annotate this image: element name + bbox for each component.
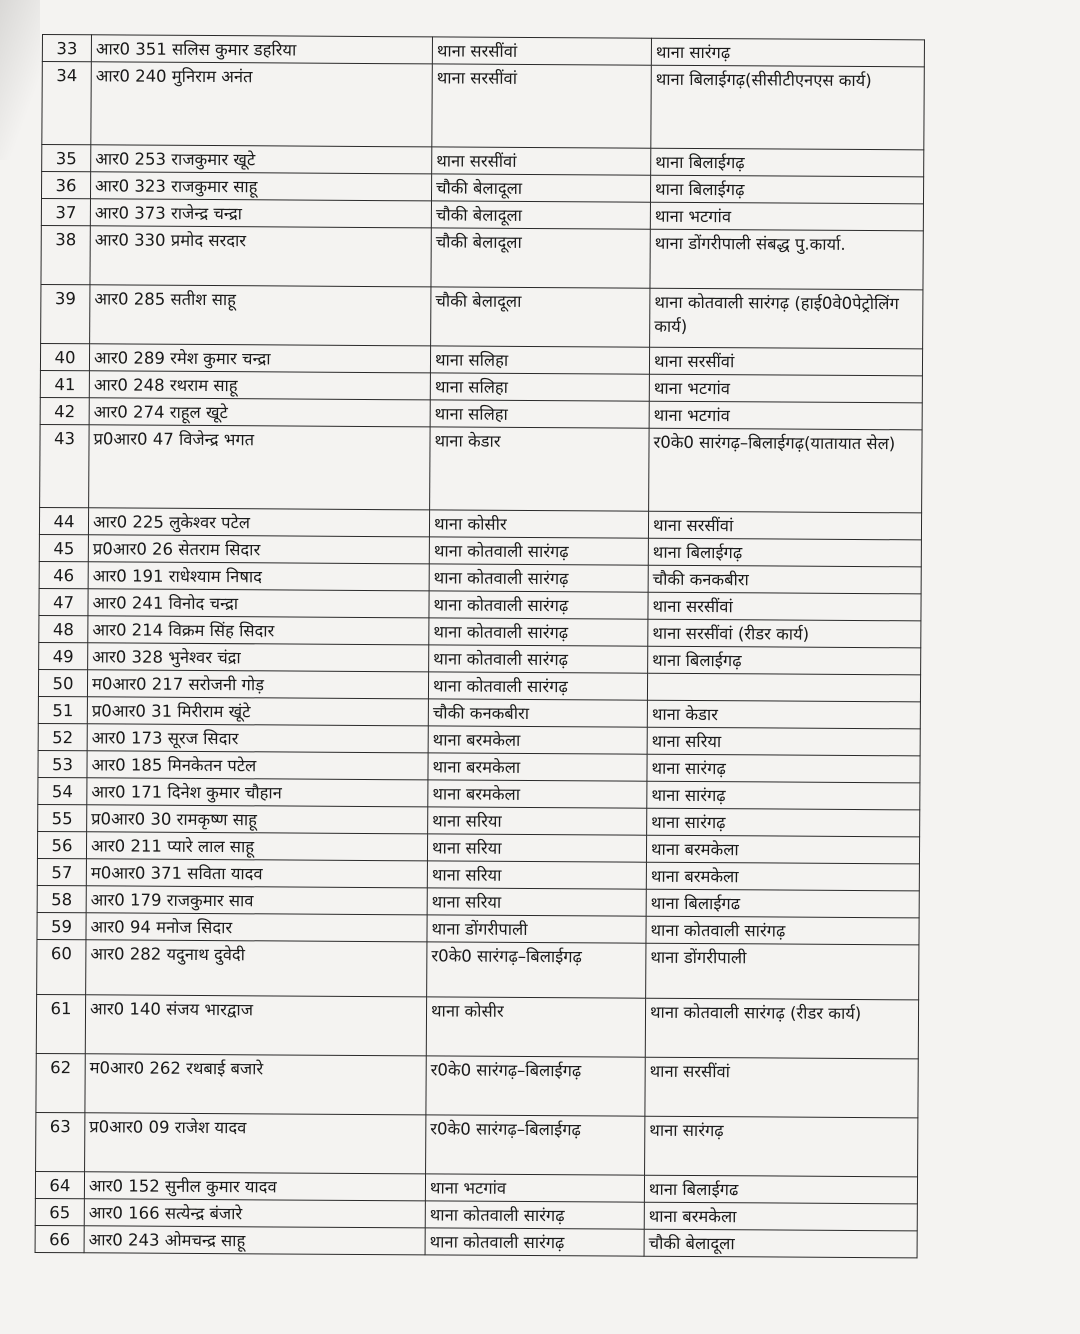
current-posting: थाना कोसीर [429, 510, 648, 538]
serial-number: 49 [39, 642, 88, 669]
serial-number: 44 [39, 507, 88, 534]
new-posting: थाना सरसींवां [648, 511, 921, 540]
employee-name: आर0 179 राजकुमार साव [86, 886, 427, 915]
current-posting: र0के0 सारंगढ़–बिलाईगढ़ [426, 1115, 645, 1175]
serial-number: 65 [35, 1198, 84, 1225]
employee-name: आर0 211 प्यारे लाल साहू [86, 832, 427, 861]
employee-name: आर0 241 विनोद चन्द्रा [88, 589, 429, 618]
current-posting: थाना बरमकेला [428, 753, 647, 781]
current-posting: चौकी बेलादूला [431, 201, 650, 229]
current-posting: थाना सलिहा [430, 346, 649, 374]
employee-name: आर0 285 सतीश साहू [90, 285, 431, 346]
employee-name: आर0 330 प्रमोद सरदार [90, 226, 431, 287]
current-posting: थाना सरिया [427, 888, 646, 916]
current-posting: चौकी कनकबीरा [428, 699, 647, 727]
serial-number: 55 [38, 804, 87, 831]
current-posting: थाना सरसींवां [432, 37, 651, 65]
table-row [41, 225, 923, 289]
serial-number: 57 [37, 858, 86, 885]
employee-name: आर0 248 रथराम साहू [89, 371, 430, 400]
current-posting: थाना कोतवाली सारंगढ़ [429, 618, 648, 646]
table-row [37, 939, 919, 999]
new-posting: थाना डोंगरीपाली संबद्ध पु.कार्या. [650, 229, 923, 290]
new-posting: थाना बरमकेला [646, 835, 919, 864]
page-edge-shadow [0, 0, 40, 160]
current-posting: थाना बरमकेला [428, 780, 647, 808]
current-posting: थाना कोतवाली सारंगढ़ [428, 672, 647, 700]
employee-name: आर0 351 सलिस कुमार डहरिया [91, 35, 432, 64]
employee-name: आर0 289 रमेश कुमार चन्द्रा [89, 344, 430, 373]
employee-name: म0आर0 217 सरोजनी गोड़ [87, 670, 428, 699]
new-posting: थाना सरसींवां [648, 592, 921, 621]
employee-name: आर0 240 मुनिराम अनंत [91, 62, 433, 147]
employee-name: आर0 274 राहूल खूटे [89, 398, 430, 427]
serial-number: 52 [38, 723, 87, 750]
new-posting: थाना बिलाईगढ़ [651, 148, 924, 177]
serial-number: 39 [41, 284, 90, 343]
employee-name: आर0 243 ओमचन्द्र साहू [84, 1226, 425, 1255]
employee-name: आर0 94 मनोज सिदार [86, 913, 427, 942]
employee-name: आर0 225 लुकेश्वर पटेल [88, 508, 429, 537]
transfer-table [35, 34, 925, 1258]
current-posting: थाना कोतवाली सारंगढ़ [429, 591, 648, 619]
new-posting [647, 673, 920, 702]
new-posting: थाना सरसींवां [645, 1057, 918, 1118]
current-posting: थाना सरिया [427, 834, 646, 862]
serial-number: 62 [36, 1053, 85, 1112]
employee-name: आर0 282 यदुनाथ दुवेदी [86, 940, 427, 997]
current-posting: थाना कोतवाली सारंगढ़ [429, 645, 648, 673]
serial-number: 47 [39, 588, 88, 615]
serial-number: 50 [38, 669, 87, 696]
employee-name: आर0 328 भुनेश्वर चंद्रा [88, 643, 429, 672]
serial-number: 63 [36, 1112, 85, 1171]
new-posting: थाना सारंगढ़ [647, 781, 920, 810]
employee-name: प्र0आर0 47 विजेन्द्र भगत [89, 425, 431, 510]
serial-number: 33 [42, 35, 91, 62]
serial-number: 51 [38, 696, 87, 723]
serial-number: 45 [39, 534, 88, 561]
employee-name: आर0 166 सत्येन्द्र बंजारे [84, 1199, 425, 1228]
table-row [36, 994, 918, 1058]
new-posting: थाना भटगांव [649, 374, 922, 403]
serial-number: 59 [37, 912, 86, 939]
employee-name: म0आर0 262 रथबाई बजारे [85, 1054, 426, 1115]
new-posting: थाना कोतवाली सारंगढ़ [646, 916, 919, 945]
new-posting: र0के0 सारंगढ़–बिलाईगढ़(यातायात सेल) [649, 428, 923, 513]
serial-number: 35 [42, 145, 91, 172]
new-posting: थाना बिलाईगढ [644, 1175, 917, 1204]
new-posting: थाना केडार [647, 700, 920, 729]
employee-name: आर0 152 सुनील कुमार यादव [84, 1172, 425, 1201]
serial-number: 43 [40, 424, 90, 507]
new-posting: चौकी कनकबीरा [648, 565, 921, 594]
employee-name: आर0 214 विक्रम सिंह सिदार [88, 616, 429, 645]
new-posting: थाना बिलाईगढ़(सीसीटीएनएस कार्य) [651, 65, 925, 150]
current-posting: थाना सरसींवां [432, 147, 651, 175]
employee-name: म0आर0 371 सविता यादव [86, 859, 427, 888]
table-row [36, 1112, 918, 1176]
serial-number: 53 [38, 750, 87, 777]
current-posting: चौकी बेलादूला [431, 287, 650, 347]
new-posting: चौकी बेलादूला [644, 1229, 917, 1258]
current-posting: थाना सरिया [427, 861, 646, 889]
employee-name: प्र0आर0 30 रामकृष्ण साहू [87, 805, 428, 834]
new-posting: थाना कोतवाली सारंगढ़ (हाई0वे0पेट्रोलिंग कार्य) [650, 288, 923, 349]
serial-number: 37 [41, 198, 90, 225]
current-posting: थाना कोतवाली सारंगढ़ [429, 537, 648, 565]
employee-name: आर0 191 राधेश्याम निषाद [88, 562, 429, 591]
current-posting: थाना सरसींवां [432, 64, 652, 148]
new-posting: थाना बरमकेला [646, 862, 919, 891]
new-posting: थाना सारंगढ़ [647, 808, 920, 837]
employee-name: आर0 140 संजय भारद्वाज [85, 995, 426, 1056]
new-posting: थाना बरमकेला [644, 1202, 917, 1231]
serial-number: 41 [40, 370, 89, 397]
serial-number: 38 [41, 225, 90, 284]
serial-number: 36 [41, 172, 90, 199]
current-posting: थाना भटगांव [425, 1174, 644, 1202]
employee-name: आर0 373 राजेन्द्र चन्द्रा [90, 199, 431, 228]
employee-name: आर0 173 सूरज सिदार [87, 724, 428, 753]
serial-number: 66 [35, 1225, 84, 1252]
serial-number: 56 [37, 831, 86, 858]
current-posting: चौकी बेलादूला [431, 174, 650, 202]
serial-number: 48 [39, 615, 88, 642]
serial-number: 40 [40, 343, 89, 370]
serial-number: 58 [37, 885, 86, 912]
employee-name: प्र0आर0 09 राजेश यादव [85, 1113, 426, 1174]
new-posting: थाना बिलाईगढ [646, 889, 919, 918]
employee-name: आर0 171 दिनेश कुमार चौहान [87, 778, 428, 807]
new-posting: थाना सारंगढ़ [651, 38, 924, 67]
serial-number: 42 [40, 397, 89, 424]
table-row [35, 1225, 917, 1257]
new-posting: थाना कोतवाली सारंगढ़ (रीडर कार्य) [645, 998, 918, 1059]
serial-number: 64 [35, 1171, 84, 1198]
new-posting: थाना बिलाईगढ़ [650, 175, 923, 204]
new-posting: थाना डोंगरीपाली [646, 943, 919, 1000]
current-posting: थाना कोतवाली सारंगढ़ [425, 1228, 644, 1256]
table-row [41, 284, 923, 348]
serial-number: 61 [36, 994, 85, 1053]
serial-number: 46 [39, 561, 88, 588]
current-posting: चौकी बेलादूला [431, 228, 650, 288]
employee-name: आर0 185 मिनकेतन पटेल [87, 751, 428, 780]
current-posting: थाना कोतवाली सारंगढ़ [429, 564, 648, 592]
current-posting: थाना कोतवाली सारंगढ़ [425, 1201, 644, 1229]
table-row [42, 62, 924, 150]
employee-name: आर0 323 राजकुमार साहू [90, 172, 431, 201]
new-posting: थाना सरिया [647, 727, 920, 756]
serial-number: 60 [37, 939, 86, 994]
current-posting: थाना सलिहा [430, 400, 649, 428]
new-posting: थाना भटगांव [649, 401, 922, 430]
new-posting: थाना सारंगढ़ [647, 754, 920, 783]
table-row [40, 424, 922, 512]
employee-name: प्र0आर0 31 मिरीराम खूंटे [87, 697, 428, 726]
current-posting: थाना केडार [430, 427, 650, 511]
current-posting: थाना कोसीर [426, 997, 645, 1057]
current-posting: थाना डोंगरीपाली [427, 915, 646, 943]
table-row [36, 1053, 918, 1117]
new-posting: थाना सारंगढ़ [645, 1116, 918, 1177]
new-posting: थाना सरसींवां [649, 347, 922, 376]
new-posting: थाना बिलाईगढ़ [648, 646, 921, 675]
new-posting: थाना भटगांव [650, 202, 923, 231]
employee-name: प्र0आर0 26 सेतराम सिदार [88, 535, 429, 564]
serial-number: 54 [38, 777, 87, 804]
current-posting: र0के0 सारंगढ़–बिलाईगढ़ [427, 942, 646, 998]
new-posting: थाना सरसींवां (रीडर कार्य) [648, 619, 921, 648]
current-posting: र0के0 सारंगढ़–बिलाईगढ़ [426, 1056, 645, 1116]
employee-name: आर0 253 राजकुमार खूटे [91, 145, 432, 174]
serial-number: 34 [42, 62, 92, 145]
new-posting: थाना बिलाईगढ़ [648, 538, 921, 567]
current-posting: थाना बरमकेला [428, 726, 647, 754]
current-posting: थाना सरिया [428, 807, 647, 835]
current-posting: थाना सलिहा [430, 373, 649, 401]
